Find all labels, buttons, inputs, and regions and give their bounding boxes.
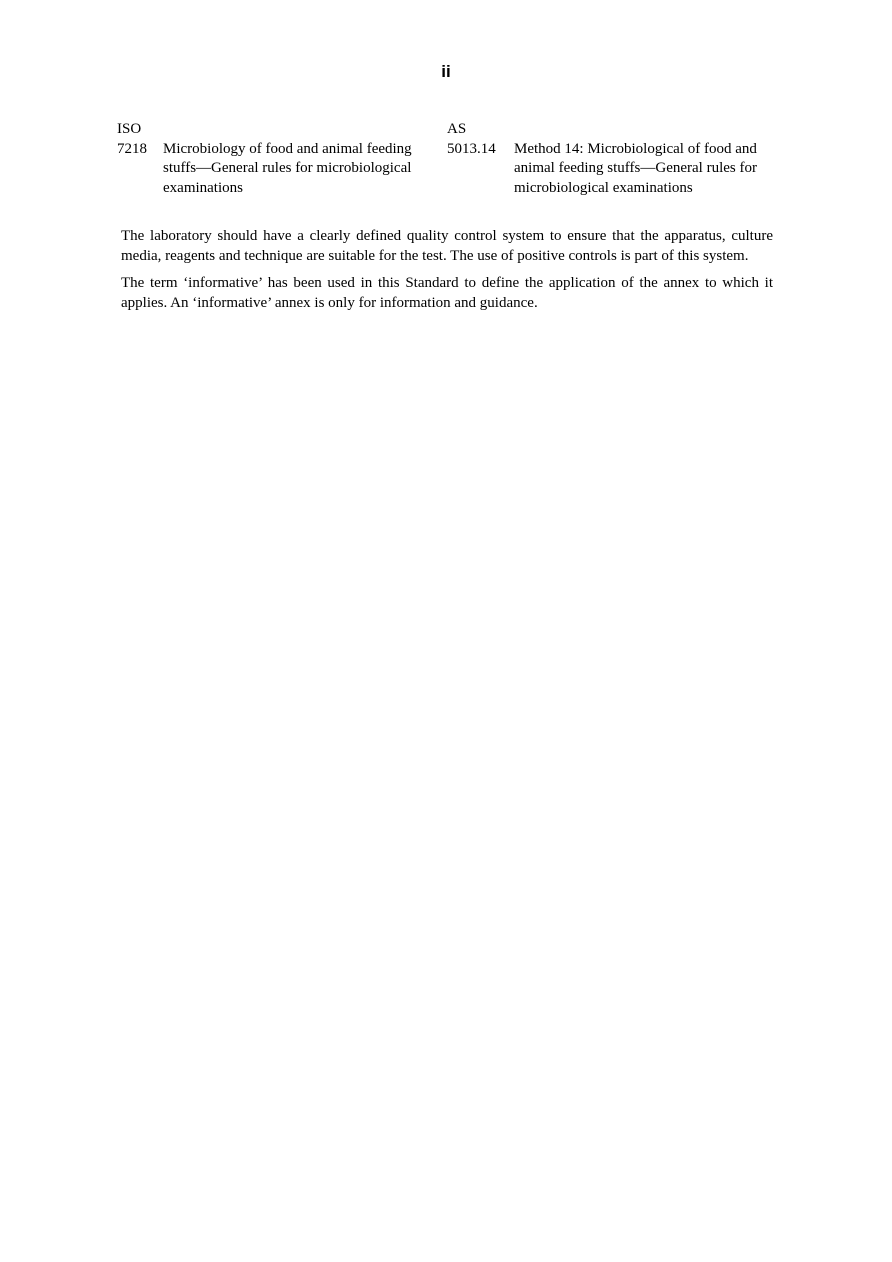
reference-title: Method 14: Microbiological of food and animal feeding stuffs—General rules for microbiological examinations <box>514 140 757 196</box>
paragraph-informative-annex: The term ‘informative’ has been used in this Standard to define the application of the annex to which it applies. An ‘informative’ annex is only for information and guidance. <box>121 275 773 311</box>
reference-number: 5013.14 <box>447 140 496 157</box>
reference-title: Microbiology of food and animal feeding stuffs—General rules for microbiological examinations <box>163 140 412 196</box>
reference-org-heading: ISO <box>117 121 142 137</box>
reference-org-heading: AS <box>447 121 467 137</box>
reference-column-iso <box>117 120 417 198</box>
page-number: ii <box>441 62 451 81</box>
reference-entry <box>447 140 777 199</box>
reference-entry <box>117 140 417 199</box>
reference-column-as <box>447 120 777 198</box>
body-text <box>121 227 773 321</box>
reference-number: 7218 <box>117 140 147 157</box>
paragraph-quality-control: The laboratory should have a clearly defined quality control system to ensure that the apparatus, culture media, reagents and technique are suitable for the test. The use of positive controls is part of this system. <box>121 228 773 264</box>
